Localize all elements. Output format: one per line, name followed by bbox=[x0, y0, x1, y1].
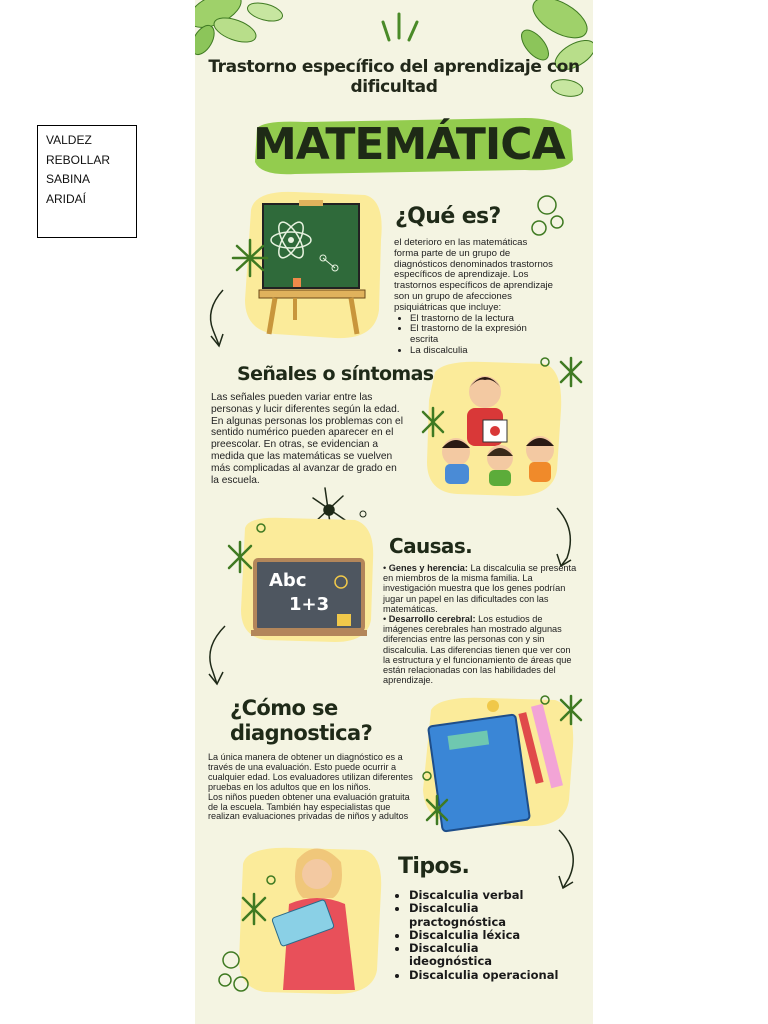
diagnostico-text-block bbox=[208, 753, 420, 822]
list-item: • Desarrollo cerebral: Los estudios de imágenes cerebrales han mostrado algunas diferencias entre las personas con y sin discalculia. Las diferencias tienen que ver con la estructura y el funcionamiento de áreas que están relacionadas con las habilidades del aprendizaje. bbox=[383, 614, 572, 686]
list-item: • Discalculia practognóstica bbox=[409, 902, 563, 929]
chalkboard-abc-text: Abc bbox=[269, 570, 307, 591]
curved-arrow-icon bbox=[557, 508, 570, 566]
poster-title: MATEMÁTICA bbox=[253, 119, 565, 170]
poster-subtitle: Trastorno específico del aprendizaje con dificultad bbox=[208, 57, 580, 97]
doodle-circles-icon bbox=[532, 196, 563, 235]
list-item: • Genes y herencia: La discalculia se presenta en miembros de la misma familia. La investigación muestra que los genes podrían jugar un papel en las dificultades con las matemáticas. bbox=[383, 563, 577, 614]
causas-item-text: Los estudios de imágenes cerebrales han mostrado algunas diferencias entre las personas con y sin discalculia. Las diferencias tienen que ver con la estructura y el funcionamiento de áreas que están relacionadas con las habilidades del aprendizaje. bbox=[383, 614, 572, 686]
causas-item-text: La discalculia se presenta en miembros de la misma familia. La investigación muestra que los genes podrían jugar un papel en las dificultades con las matemáticas. bbox=[383, 563, 577, 614]
leaf-cluster-top-left-icon bbox=[195, 0, 284, 58]
list-item: • Discalculia verbal bbox=[409, 889, 563, 902]
student-name-line: REBOLLAR bbox=[46, 152, 111, 167]
sparkle-strokes-icon bbox=[383, 14, 417, 40]
student-name-line: VALDEZ bbox=[46, 133, 92, 147]
causas-item-label: Genes y herencia: bbox=[388, 563, 468, 573]
que-es-heading: ¿Qué es? bbox=[395, 204, 501, 229]
diagnostico-heading-line: diagnostica? bbox=[230, 721, 373, 745]
que-es-text: el deterioro en las matemáticas forma parte de un grupo de diagnósticos denominados trastornos específicos de aprendizaje. Los trastornos específicos de aprendizaje son un grupo de afecciones psiquiátricas que incluye: bbox=[394, 237, 553, 313]
causas-list bbox=[383, 563, 579, 685]
senales-paragraph: Las señales pueden variar entre las personas y lucir diferentes según la edad. bbox=[211, 392, 400, 415]
curved-arrow-icon bbox=[210, 626, 225, 684]
causas-item-label: Desarrollo cerebral: bbox=[388, 614, 476, 625]
list-item: • Discalculia ideognóstica bbox=[409, 942, 563, 969]
tipos-heading: Tipos. bbox=[398, 854, 470, 879]
student-name-line: SABINA bbox=[46, 172, 91, 186]
infographic-poster bbox=[195, 0, 593, 1024]
list-item: • La discalculia bbox=[410, 346, 554, 357]
senales-heading: Señales o síntomas bbox=[237, 363, 434, 385]
diagnostico-paragraph: Los niños pueden obtener una evaluación gratuita de la escuela. También hay especialistas que realizan evaluaciones privadas de niños y adultos bbox=[208, 791, 410, 822]
diagnostico-heading-line: ¿Cómo se bbox=[230, 696, 338, 720]
que-es-list bbox=[394, 314, 554, 357]
student-name-box bbox=[37, 125, 137, 238]
student-name-line: ARIDAÍ bbox=[46, 191, 87, 206]
causas-heading: Causas. bbox=[389, 534, 473, 558]
senales-text-block bbox=[211, 392, 403, 486]
list-item: • Discalculia léxica bbox=[409, 929, 563, 942]
chalkboard-math-text: 1+3 bbox=[289, 594, 330, 615]
tipos-list bbox=[393, 889, 563, 982]
que-es-text-block bbox=[394, 238, 554, 357]
list-item: • El trastorno de la expresión escrita bbox=[410, 324, 554, 346]
curved-arrow-icon bbox=[559, 830, 573, 888]
tipos-list-block bbox=[393, 889, 563, 982]
causas-text-block bbox=[383, 563, 579, 685]
diagnostico-heading bbox=[230, 696, 372, 746]
list-item: • El trastorno de la lectura bbox=[410, 314, 554, 325]
senales-paragraph: En algunas personas los problemas con el sentido numérico pueden aparecer en el preescolar. En otras, se evidencian a medida que las matemáticas se vuelven más complicadas al avanzar de grado en la escuela. bbox=[211, 415, 403, 486]
spark-star-icon bbox=[233, 240, 267, 276]
diagnostico-paragraph: La única manera de obtener un diagnóstico es a través de una evaluación. Esto puede ocurrir a cualquier edad. Los evaluadores utilizan diferentes pruebas en los adultos que en los niños. bbox=[208, 752, 413, 792]
list-item: • Discalculia operacional bbox=[409, 969, 563, 982]
